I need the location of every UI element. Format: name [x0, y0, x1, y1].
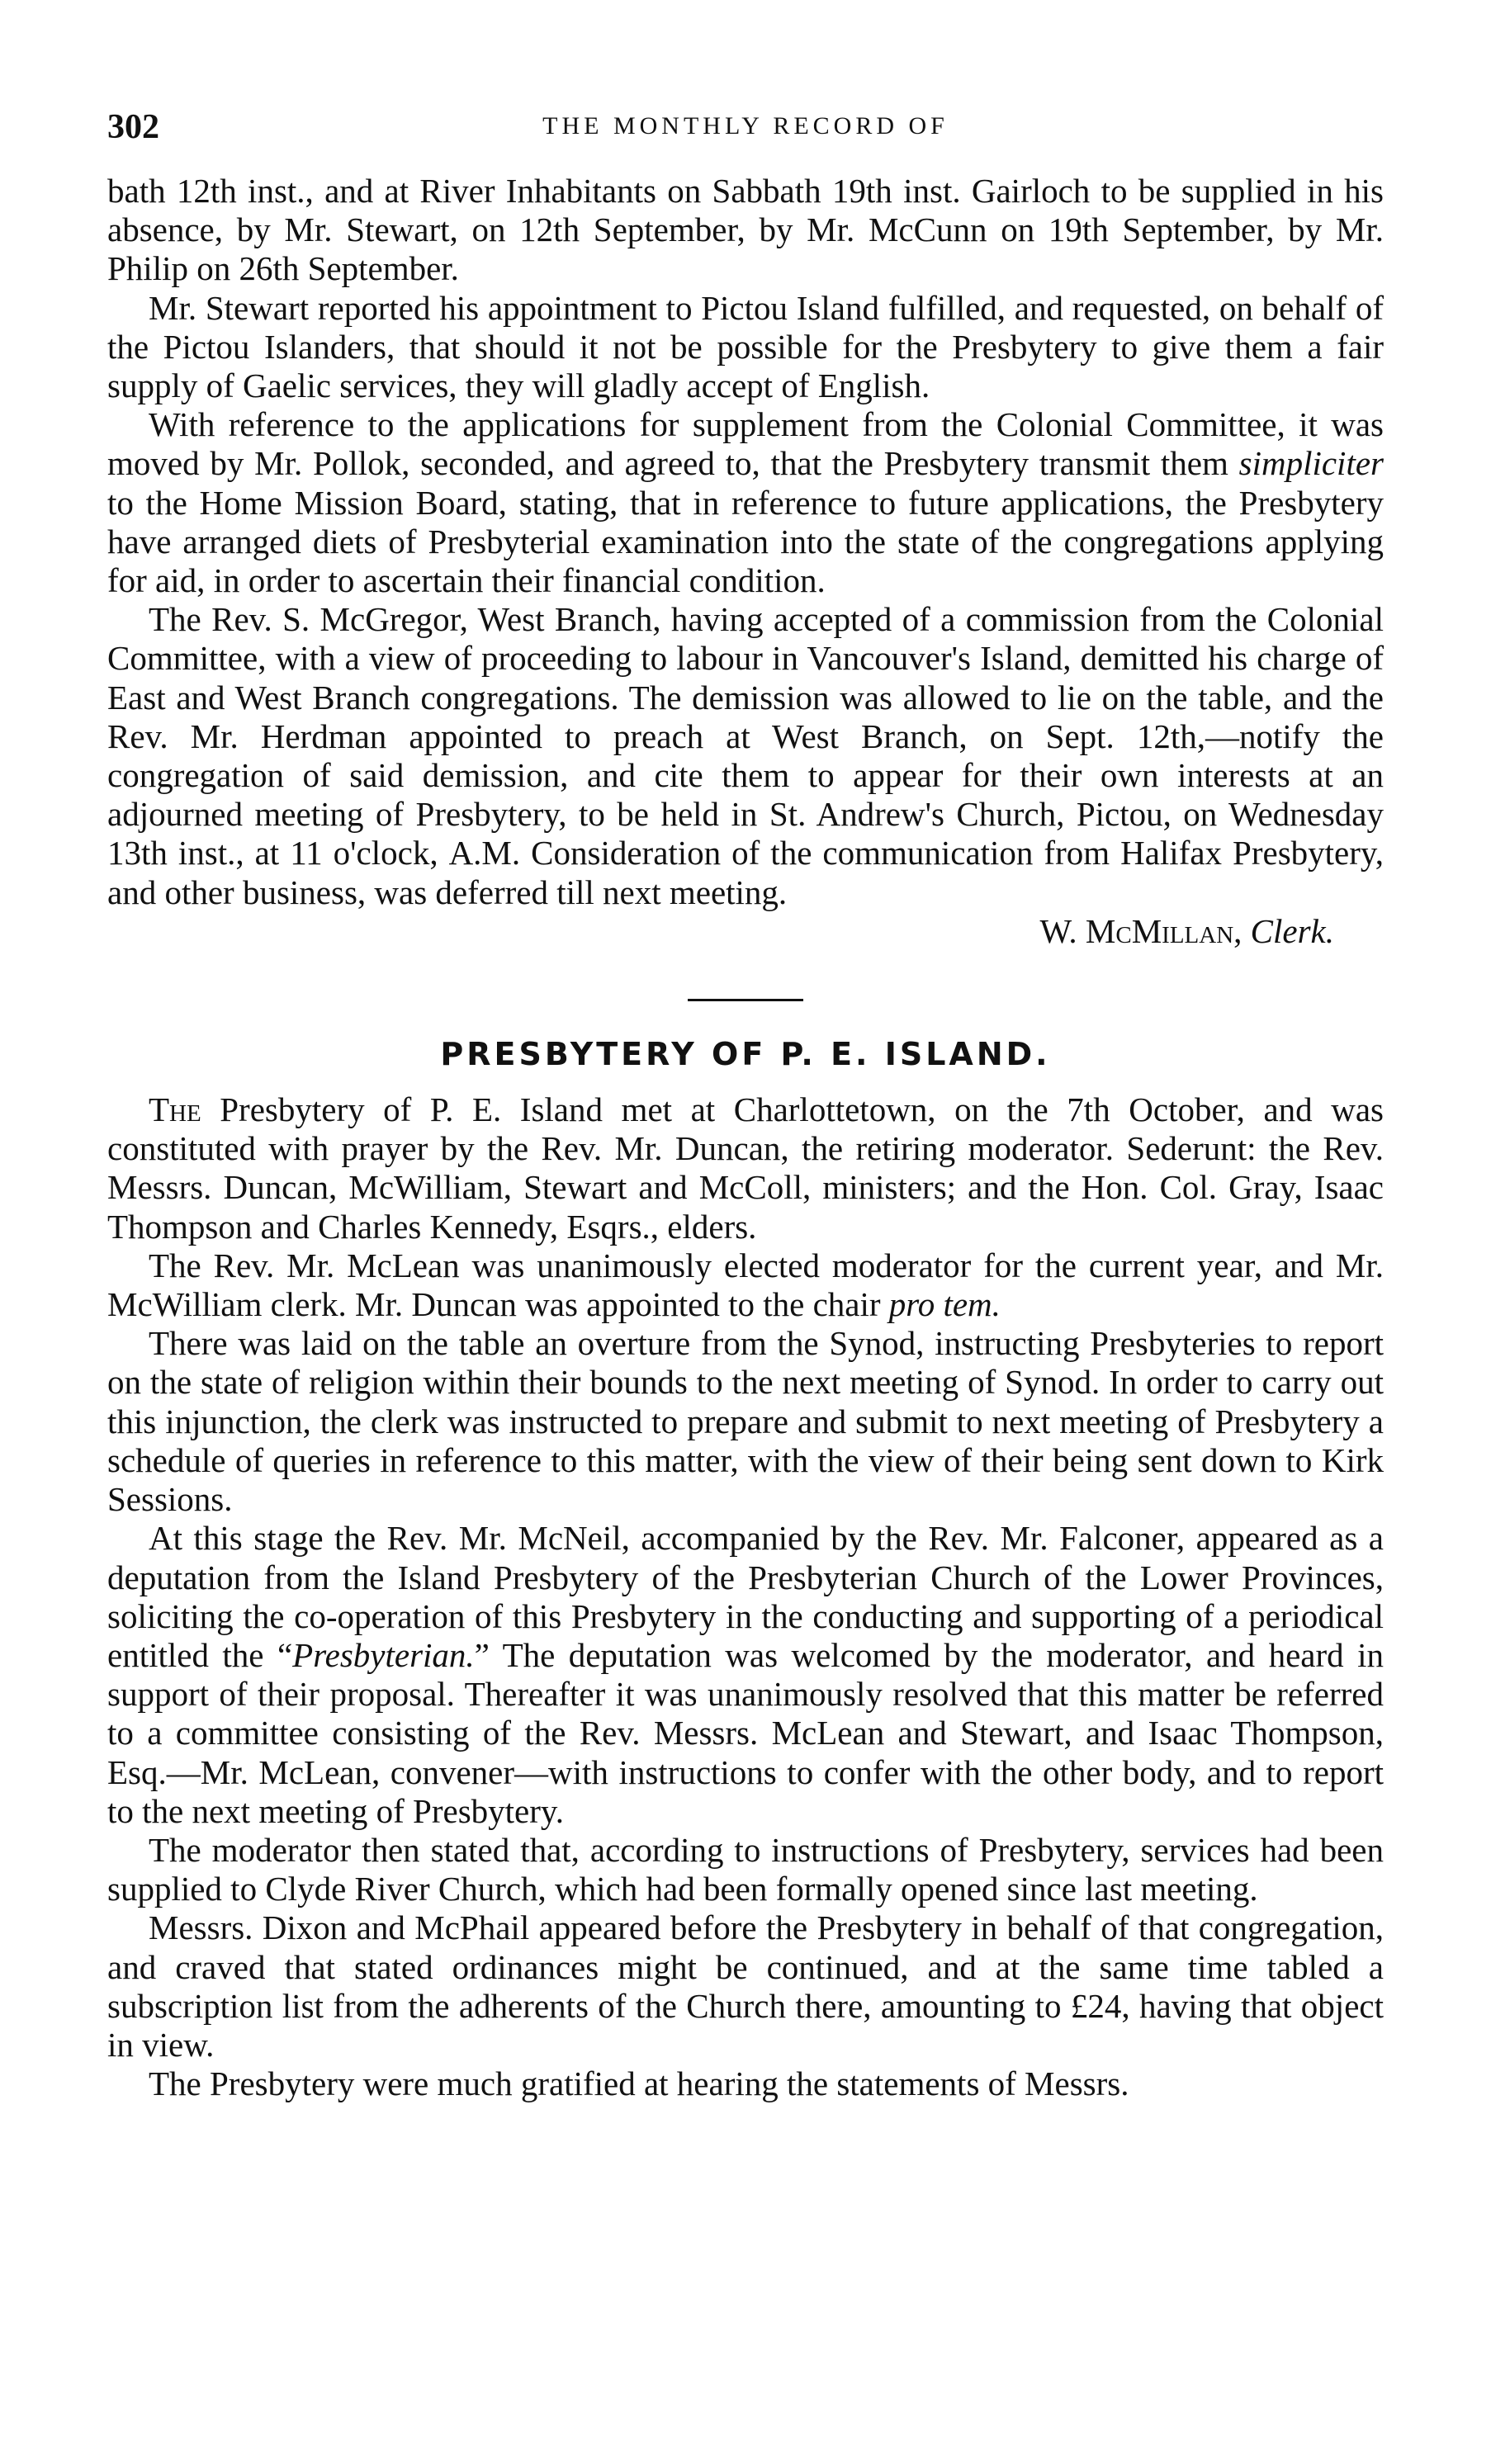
paragraph: The moderator then stated that, according to instructions of Presbytery, services had been supplied to Clyde River Church, which had been formally opened since last meeting.: [107, 1830, 1384, 1908]
italic-term: pro tem.: [888, 1285, 1001, 1324]
paragraph: [107, 1519, 1384, 1831]
page-header: [107, 107, 1384, 150]
italic-term: Presbyterian.: [292, 1635, 475, 1674]
paragraph: [107, 1246, 1384, 1324]
paragraph: bath 12th inst., and at River Inhabitants on Sabbath 19th inst. Gairloch to be supplied in his absence, by Mr. Stewart, on 12th September, by Mr. McCunn on 19th September, by Mr. Philip on 26th September.: [107, 172, 1384, 288]
paragraph-text: The Rev. S. McGregor, West Branch, having accepted of a commission from the Colonial Committee, with a view of proceeding to labour in Vancouver's Island, demitted his charge of East and West Branch congregations. The demission was allowed to lie on the table, and the Rev. Mr. Herdman appointed to preach at West Branch, on Sept. 12th,—notify the congregation of said demission, and cite them to appear for their own interests at an adjourned meeting of Presbytery, to be held in St. Andrew's Church, Pictou, on Wednesday 13th inst., at 11 o'clock,: [107, 600, 1384, 873]
paragraph: There was laid on the table an overture from the Synod, instructing Presbyteries to report on the state of religion within their bounds to the next meeting of Synod. In order to carry out this injunction, the clerk was instructed to prepare and submit to next meeting of Presbytery a schedule of queries in reference to this matter, with the view of their being sent down to Kirk Sessions.: [107, 1324, 1384, 1519]
paragraph: The Presbytery were much gratified at hearing the statements of Messrs.: [149, 2064, 1129, 2103]
paragraph-text: Consideration of the communication from Halifax Presbytery, and other business, was deferred till next meeting.: [107, 834, 1384, 911]
paragraph: [107, 405, 1384, 600]
paragraph-text: to the Home Mission Board, stating, that in reference to future applications, the Presbytery have arranged diets of Presbyterial examination into the state of the congregations applying for aid, in order to ascertain their financial condition.: [107, 483, 1384, 600]
paragraph: [107, 1090, 1384, 1246]
running-head: THE MONTHLY RECORD OF: [542, 112, 949, 140]
paragraph-text: ” The deputation was welcomed by the moderator, and heard in support of their proposal. Thereafter it was unanimously resolved that this matter be referred to a committee consisting of the Rev. Messrs. McLean and Stewart, and Isaac Thompson, Esq.—Mr. McLean, convener—with instructions to confer with the other body, and to report to the next meeting of Presbytery.: [107, 1635, 1384, 1830]
paragraph: [107, 600, 1384, 912]
paragraph-text: Presbytery of P. E. Island met at Charlottetown, on the 7th October, and was constituted with prayer by the Rev. Mr. Duncan, the retiring moderator. Sederunt: the Rev. Messrs. Duncan, McWilliam, Stewart and McColl, ministers; and the Hon. Col. Gray, Isaac Thompson and Charles Kennedy, Esqrs., elders.: [107, 1090, 1384, 1246]
clerk-signature: [107, 912, 1384, 951]
paragraph: Mr. Stewart reported his appointment to Pictou Island fulfilled, and requested, on behalf of the Pictou Islanders, that should it not be possible for the Presbytery to give them a fair supply of Gaelic services, they will gladly accept of English.: [107, 288, 1384, 405]
paragraph: Messrs. Dixon and McPhail appeared before the Presbytery in behalf of that congregation, and craved that stated ordinances might be continued, and at the same time tabled a subscription list from the adherents of the Church there, amounting to £24, having that object in view.: [107, 1908, 1384, 2064]
page-number: 302: [107, 108, 159, 146]
paragraph-text: With reference to the applications for supplement from the Colonial Committee, it was moved by Mr. Pollok, seconded, and agreed to, that the Presbytery transmit them: [107, 405, 1384, 483]
paragraph-text: At this stage the Rev. Mr. McNeil, accompanied by the Rev. Mr. Falconer, appeared as a deputation from the Island Presbytery of the Presbyterian Church of the Lower Provinces, soliciting the co-operation of this Presbytery in the conducting and supporting of a periodical entitled the “: [107, 1519, 1384, 1674]
continued-minutes: [107, 172, 1384, 951]
section-divider: [688, 999, 803, 1001]
lead-word: The: [149, 1090, 201, 1129]
section-pei-presbytery: [107, 1036, 1384, 2103]
italic-term: simpliciter: [1238, 444, 1384, 483]
paragraph-text: The Rev. Mr. McLean was unanimously elected moderator for the current year, and Mr. McWilliam clerk. Mr. Duncan was appointed to the chair: [107, 1246, 1384, 1324]
signature-role: Clerk.: [1250, 911, 1334, 950]
signature-name: W. McMillan,: [1039, 911, 1242, 950]
time-abbreviation: A.M.: [448, 834, 521, 873]
page: [107, 107, 1384, 2103]
section-title: PRESBYTERY OF P. E. ISLAND.: [440, 1036, 1051, 1073]
